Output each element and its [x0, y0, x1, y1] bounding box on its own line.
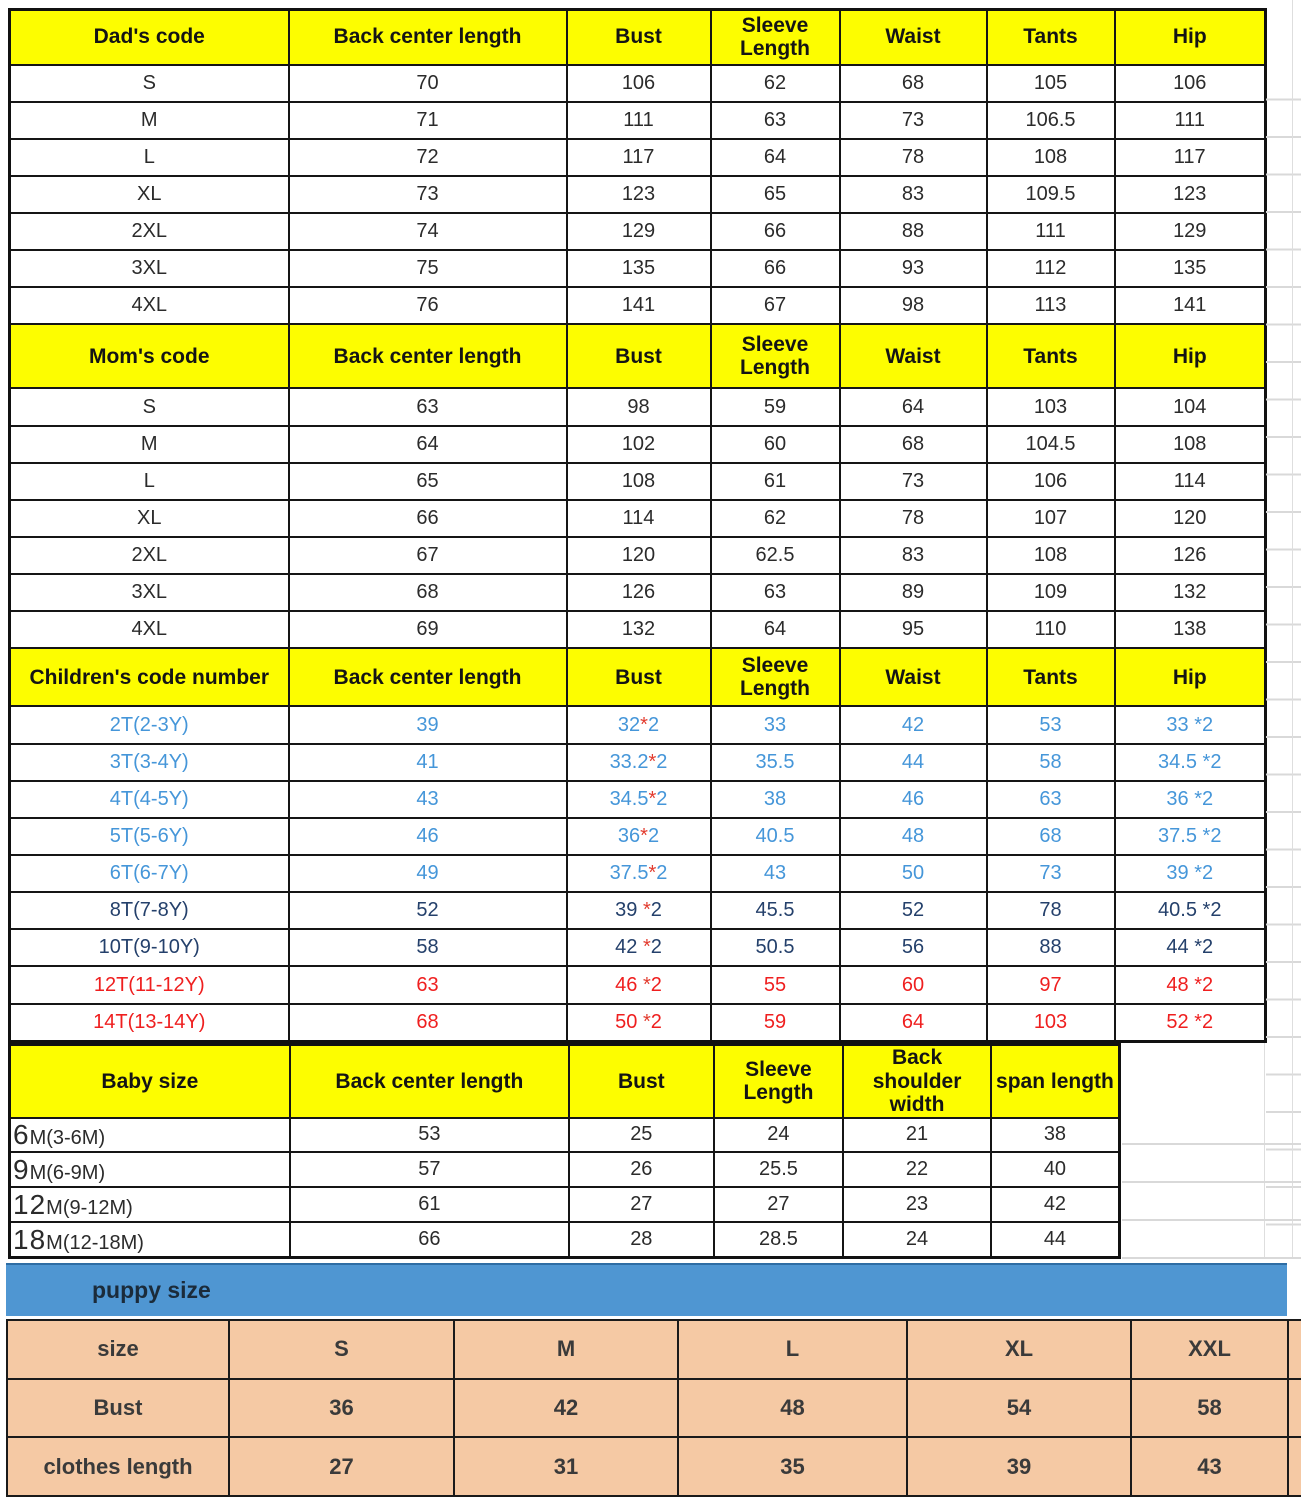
- spreadsheet-gridlines-baby-right: [1122, 1107, 1301, 1261]
- family-size-table: [8, 8, 1267, 1043]
- size-cell: 73: [840, 463, 987, 500]
- size-cell: 78: [840, 500, 987, 537]
- table-row: [10, 892, 1266, 929]
- size-cell: 58: [289, 929, 567, 966]
- size-cell: 50: [840, 855, 987, 892]
- size-cell: 78: [840, 139, 987, 176]
- multiplier-asterisk: *: [642, 899, 651, 922]
- column-header: span length: [991, 1045, 1120, 1118]
- size-cell: 24: [843, 1222, 991, 1257]
- size-cell: 55: [711, 966, 840, 1003]
- size-cell: 64: [711, 139, 840, 176]
- size-cell: 31: [454, 1437, 678, 1496]
- size-cell: 88: [987, 929, 1115, 966]
- table-row: [7, 1379, 1301, 1438]
- size-cell: 53: [987, 706, 1115, 743]
- row-label: 5T(5-6Y): [10, 818, 289, 855]
- size-cell: 114: [1115, 463, 1266, 500]
- table-row: [10, 574, 1266, 611]
- size-cell: 109.5: [987, 176, 1115, 213]
- size-cell: 76: [289, 287, 567, 324]
- size-cell: 129: [567, 213, 711, 250]
- column-header: Sleeve Length: [711, 648, 840, 706]
- size-cell: 46: [840, 781, 987, 818]
- size-cell: 73: [289, 176, 567, 213]
- size-cell: 104.5: [987, 426, 1115, 463]
- size-cell: 111: [987, 213, 1115, 250]
- table-row: [10, 1187, 1120, 1222]
- size-cell: 123: [1115, 176, 1266, 213]
- size-cell: 33 *2: [1115, 706, 1266, 743]
- size-cell: 23: [843, 1187, 991, 1222]
- size-cell: 123: [567, 176, 711, 213]
- size-cell: 83: [840, 176, 987, 213]
- table-row: [7, 1320, 1301, 1379]
- size-cell: XXL: [1131, 1320, 1288, 1379]
- baby-size-number: 6: [13, 1118, 30, 1150]
- size-cell: 111: [567, 102, 711, 139]
- table-row: [10, 1222, 1120, 1257]
- size-cell: 135: [567, 250, 711, 287]
- size-cell: S: [229, 1320, 454, 1379]
- multiplier-asterisk: *: [648, 787, 657, 810]
- row-label: 12T(11-12Y): [10, 966, 289, 1003]
- multiplier-asterisk: *: [648, 862, 657, 885]
- size-cell: 74: [289, 213, 567, 250]
- size-cell: 48: [678, 1379, 907, 1438]
- size-cell: 39 *2: [1115, 855, 1266, 892]
- column-header: Mom's code: [10, 324, 289, 388]
- row-label: M: [10, 102, 289, 139]
- column-header: Sleeve Length: [711, 10, 840, 65]
- size-cell: 59: [711, 1004, 840, 1042]
- size-cell: 71: [289, 102, 567, 139]
- size-cell: 43: [1131, 1437, 1288, 1496]
- size-cell: 64: [840, 388, 987, 425]
- size-cell: 26: [569, 1152, 714, 1187]
- size-cell: 135: [1115, 250, 1266, 287]
- size-cell: 27: [569, 1187, 714, 1222]
- size-cell: 52: [289, 892, 567, 929]
- size-cell: 48: [840, 818, 987, 855]
- multiplier-asterisk: *: [642, 936, 651, 959]
- row-label: 2XL: [10, 537, 289, 574]
- size-cell: 132: [567, 611, 711, 648]
- size-cell: 68: [840, 65, 987, 102]
- size-cell: 39: [289, 706, 567, 743]
- size-cell: 21: [843, 1118, 991, 1153]
- size-cell: 97: [987, 966, 1115, 1003]
- row-label: XL: [10, 500, 289, 537]
- size-cell: 24: [714, 1118, 844, 1153]
- size-cell: 68: [289, 574, 567, 611]
- size-cell: 56: [840, 929, 987, 966]
- table-row: [10, 611, 1266, 648]
- multiplier-asterisk: *: [640, 824, 648, 847]
- size-cell: 63: [289, 388, 567, 425]
- column-header: Dad's code: [10, 10, 289, 65]
- column-header: Waist: [840, 324, 987, 388]
- size-cell: 83: [840, 537, 987, 574]
- size-cell: 66: [289, 500, 567, 537]
- column-header: Hip: [1115, 324, 1266, 388]
- puppy-size-banner-label: puppy size: [92, 1277, 211, 1303]
- size-cell: 42: [840, 706, 987, 743]
- size-cell: 75: [289, 250, 567, 287]
- row-label: 14T(13-14Y): [10, 1004, 289, 1042]
- row-label: S: [10, 65, 289, 102]
- size-cell: 58: [1131, 1379, 1288, 1438]
- size-cell: 106: [987, 463, 1115, 500]
- column-header: Back center length: [289, 10, 567, 65]
- size-cell: 60: [711, 426, 840, 463]
- table-row: [10, 102, 1266, 139]
- size-cell: 65: [711, 176, 840, 213]
- table-row: [10, 966, 1266, 1003]
- row-label: 6T(6-7Y): [10, 855, 289, 892]
- size-cell: 141: [1115, 287, 1266, 324]
- column-header: Children's code number: [10, 648, 289, 706]
- table-row: [10, 139, 1266, 176]
- spreadsheet-gridlines-right: [1266, 63, 1301, 1259]
- multiplier-asterisk: *: [640, 713, 648, 736]
- row-label: 9M(6-9M): [10, 1152, 290, 1187]
- table-row: [10, 250, 1266, 287]
- row-label: size: [7, 1320, 229, 1379]
- size-cell: 48 *2: [1115, 966, 1266, 1003]
- table-row: [10, 781, 1266, 818]
- size-cell: 105: [987, 65, 1115, 102]
- table-row: [10, 1004, 1266, 1042]
- size-cell: 49: [289, 855, 567, 892]
- size-cell: L: [678, 1320, 907, 1379]
- size-cell: 89: [840, 574, 987, 611]
- size-cell: 25.5: [714, 1152, 844, 1187]
- size-cell: 52: [840, 892, 987, 929]
- size-cell: 117: [567, 139, 711, 176]
- size-cell: 107: [987, 500, 1115, 537]
- empty-cell: [1288, 1320, 1301, 1379]
- column-header: Tants: [987, 648, 1115, 706]
- row-label: 4T(4-5Y): [10, 781, 289, 818]
- table-row: [10, 706, 1266, 743]
- size-cell: 36: [229, 1379, 454, 1438]
- size-cell: 61: [290, 1187, 569, 1222]
- size-cell: 40.5 *2: [1115, 892, 1266, 929]
- size-cell: 64: [711, 611, 840, 648]
- size-cell: 65: [289, 463, 567, 500]
- row-label: 18M(12-18M): [10, 1222, 290, 1257]
- size-cell: 52 *2: [1115, 1004, 1266, 1042]
- multiplier-asterisk: *: [642, 1010, 651, 1033]
- size-cell: 106: [567, 65, 711, 102]
- column-header: Back center length: [289, 324, 567, 388]
- size-cell: 63: [289, 966, 567, 1003]
- size-cell: 33: [711, 706, 840, 743]
- table-row: [10, 500, 1266, 537]
- size-cell: 108: [567, 463, 711, 500]
- size-cell: 44 *2: [1115, 929, 1266, 966]
- baby-size-table: [8, 1043, 1121, 1259]
- multiplier-asterisk: *: [642, 973, 651, 996]
- size-cell: 66: [711, 213, 840, 250]
- table-row: [10, 463, 1266, 500]
- header-row: [10, 10, 1266, 65]
- size-cell: 43: [289, 781, 567, 818]
- size-cell: 67: [289, 537, 567, 574]
- size-cell: 46 *2: [567, 966, 711, 1003]
- baby-size-number: 18: [13, 1223, 47, 1255]
- column-header: Hip: [1115, 648, 1266, 706]
- spreadsheet-gridline-vertical: [1292, 0, 1293, 1259]
- row-label: 8T(7-8Y): [10, 892, 289, 929]
- header-row: [10, 648, 1266, 706]
- header-row: [10, 1045, 1120, 1118]
- puppy-size-banner: [6, 1263, 1287, 1316]
- size-cell: 112: [987, 250, 1115, 287]
- size-cell: 68: [289, 1004, 567, 1042]
- size-cell: 42: [454, 1379, 678, 1438]
- size-cell: 141: [567, 287, 711, 324]
- row-label: 2T(2-3Y): [10, 706, 289, 743]
- size-cell: 50.5: [711, 929, 840, 966]
- row-label: L: [10, 463, 289, 500]
- column-header: Bust: [567, 10, 711, 65]
- row-label: 3XL: [10, 574, 289, 611]
- table-row: [10, 929, 1266, 966]
- size-cell: 110: [987, 611, 1115, 648]
- size-cell: 35.5: [711, 744, 840, 781]
- column-header: Bust: [569, 1045, 714, 1118]
- column-header: Sleeve Length: [711, 324, 840, 388]
- row-label: 3T(3-4Y): [10, 744, 289, 781]
- size-cell: 28: [569, 1222, 714, 1257]
- column-header: Hip: [1115, 10, 1266, 65]
- size-cell: 44: [840, 744, 987, 781]
- size-cell: 22: [843, 1152, 991, 1187]
- size-cell: 42 *2: [567, 929, 711, 966]
- column-header: Waist: [840, 10, 987, 65]
- row-label: 10T(9-10Y): [10, 929, 289, 966]
- size-cell: M: [454, 1320, 678, 1379]
- size-cell: 38: [711, 781, 840, 818]
- size-cell: 126: [1115, 537, 1266, 574]
- row-label: M: [10, 426, 289, 463]
- size-cell: 67: [711, 287, 840, 324]
- size-cell: 129: [1115, 213, 1266, 250]
- size-cell: 108: [987, 139, 1115, 176]
- size-cell: 103: [987, 388, 1115, 425]
- size-cell: 64: [840, 1004, 987, 1042]
- size-cell: 98: [567, 388, 711, 425]
- size-cell: 42: [991, 1187, 1120, 1222]
- size-cell: 39 *2: [567, 892, 711, 929]
- size-cell: 88: [840, 213, 987, 250]
- size-cell: 72: [289, 139, 567, 176]
- table-row: [10, 855, 1266, 892]
- size-cell: 27: [229, 1437, 454, 1496]
- size-cell: 40.5: [711, 818, 840, 855]
- size-cell: 58: [987, 744, 1115, 781]
- row-label: Bust: [7, 1379, 229, 1438]
- size-cell: 98: [840, 287, 987, 324]
- size-cell: 109: [987, 574, 1115, 611]
- table-row: [10, 65, 1266, 102]
- column-header: Waist: [840, 648, 987, 706]
- column-header: Tants: [987, 10, 1115, 65]
- table-row: [10, 1118, 1120, 1153]
- table-row: [10, 287, 1266, 324]
- size-cell: 38: [991, 1118, 1120, 1153]
- size-cell: 103: [987, 1004, 1115, 1042]
- column-header: Bust: [567, 648, 711, 706]
- size-cell: 73: [840, 102, 987, 139]
- table-row: [10, 537, 1266, 574]
- size-cell: 60: [840, 966, 987, 1003]
- size-cell: 69: [289, 611, 567, 648]
- column-header: Back center length: [290, 1045, 569, 1118]
- size-cell: 132: [1115, 574, 1266, 611]
- size-cell: 120: [567, 537, 711, 574]
- size-cell: 40: [991, 1152, 1120, 1187]
- size-cell: 66: [711, 250, 840, 287]
- row-label: 4XL: [10, 611, 289, 648]
- size-cell: 106: [1115, 65, 1266, 102]
- size-cell: 25: [569, 1118, 714, 1153]
- size-cell: 138: [1115, 611, 1266, 648]
- size-cell: 63: [987, 781, 1115, 818]
- size-cell: 63: [711, 574, 840, 611]
- size-cell: 37.5 *2: [1115, 818, 1266, 855]
- size-cell: 45.5: [711, 892, 840, 929]
- size-cell: 37.5*2: [567, 855, 711, 892]
- row-label: clothes length: [7, 1437, 229, 1496]
- column-header: Back shoulder width: [843, 1045, 991, 1118]
- size-cell: 120: [1115, 500, 1266, 537]
- size-cell: 39: [907, 1437, 1131, 1496]
- size-cell: 68: [840, 426, 987, 463]
- size-cell: 50 *2: [567, 1004, 711, 1042]
- column-header: Tants: [987, 324, 1115, 388]
- size-cell: 41: [289, 744, 567, 781]
- row-label: 4XL: [10, 287, 289, 324]
- header-row: [10, 324, 1266, 388]
- size-cell: 35: [678, 1437, 907, 1496]
- size-cell: 28.5: [714, 1222, 844, 1257]
- size-cell: 32*2: [567, 706, 711, 743]
- size-cell: 73: [987, 855, 1115, 892]
- size-cell: 63: [711, 102, 840, 139]
- multiplier-asterisk: *: [648, 750, 657, 773]
- size-cell: 113: [987, 287, 1115, 324]
- size-cell: 34.5 *2: [1115, 744, 1266, 781]
- size-cell: 114: [567, 500, 711, 537]
- table-row: [7, 1437, 1301, 1496]
- size-cell: 62: [711, 500, 840, 537]
- size-cell: 62: [711, 65, 840, 102]
- column-header: Sleeve Length: [714, 1045, 844, 1118]
- size-cell: 53: [290, 1118, 569, 1153]
- size-cell: 54: [907, 1379, 1131, 1438]
- size-cell: 59: [711, 388, 840, 425]
- size-cell: 66: [290, 1222, 569, 1257]
- size-cell: 34.5*2: [567, 781, 711, 818]
- baby-size-number: 9: [13, 1153, 30, 1185]
- table-row: [10, 744, 1266, 781]
- size-cell: 57: [290, 1152, 569, 1187]
- size-cell: 64: [289, 426, 567, 463]
- size-cell: 104: [1115, 388, 1266, 425]
- table-row: [10, 388, 1266, 425]
- size-cell: 36 *2: [1115, 781, 1266, 818]
- size-cell: 78: [987, 892, 1115, 929]
- size-cell: 33.2*2: [567, 744, 711, 781]
- size-cell: XL: [907, 1320, 1131, 1379]
- row-label: 3XL: [10, 250, 289, 287]
- column-header: Baby size: [10, 1045, 290, 1118]
- size-cell: 36*2: [567, 818, 711, 855]
- size-cell: 102: [567, 426, 711, 463]
- puppy-size-table: [6, 1319, 1301, 1497]
- size-cell: 43: [711, 855, 840, 892]
- column-header: Back center length: [289, 648, 567, 706]
- row-label: 12M(9-12M): [10, 1187, 290, 1222]
- empty-cell: [1288, 1437, 1301, 1496]
- empty-cell: [1288, 1379, 1301, 1438]
- baby-size-number: 12: [13, 1188, 47, 1220]
- row-label: L: [10, 139, 289, 176]
- size-cell: 44: [991, 1222, 1120, 1257]
- size-cell: 117: [1115, 139, 1266, 176]
- table-row: [10, 1152, 1120, 1187]
- table-row: [10, 213, 1266, 250]
- row-label: XL: [10, 176, 289, 213]
- size-cell: 61: [711, 463, 840, 500]
- size-cell: 95: [840, 611, 987, 648]
- row-label: 2XL: [10, 213, 289, 250]
- size-cell: 93: [840, 250, 987, 287]
- row-label: S: [10, 388, 289, 425]
- size-cell: 68: [987, 818, 1115, 855]
- row-label: 6M(3-6M): [10, 1118, 290, 1153]
- table-row: [10, 176, 1266, 213]
- column-header: Bust: [567, 324, 711, 388]
- size-cell: 108: [1115, 426, 1266, 463]
- size-cell: 126: [567, 574, 711, 611]
- table-row: [10, 818, 1266, 855]
- size-cell: 106.5: [987, 102, 1115, 139]
- size-cell: 70: [289, 65, 567, 102]
- size-cell: 62.5: [711, 537, 840, 574]
- size-cell: 46: [289, 818, 567, 855]
- table-row: [10, 426, 1266, 463]
- size-cell: 108: [987, 537, 1115, 574]
- size-cell: 111: [1115, 102, 1266, 139]
- size-cell: 27: [714, 1187, 844, 1222]
